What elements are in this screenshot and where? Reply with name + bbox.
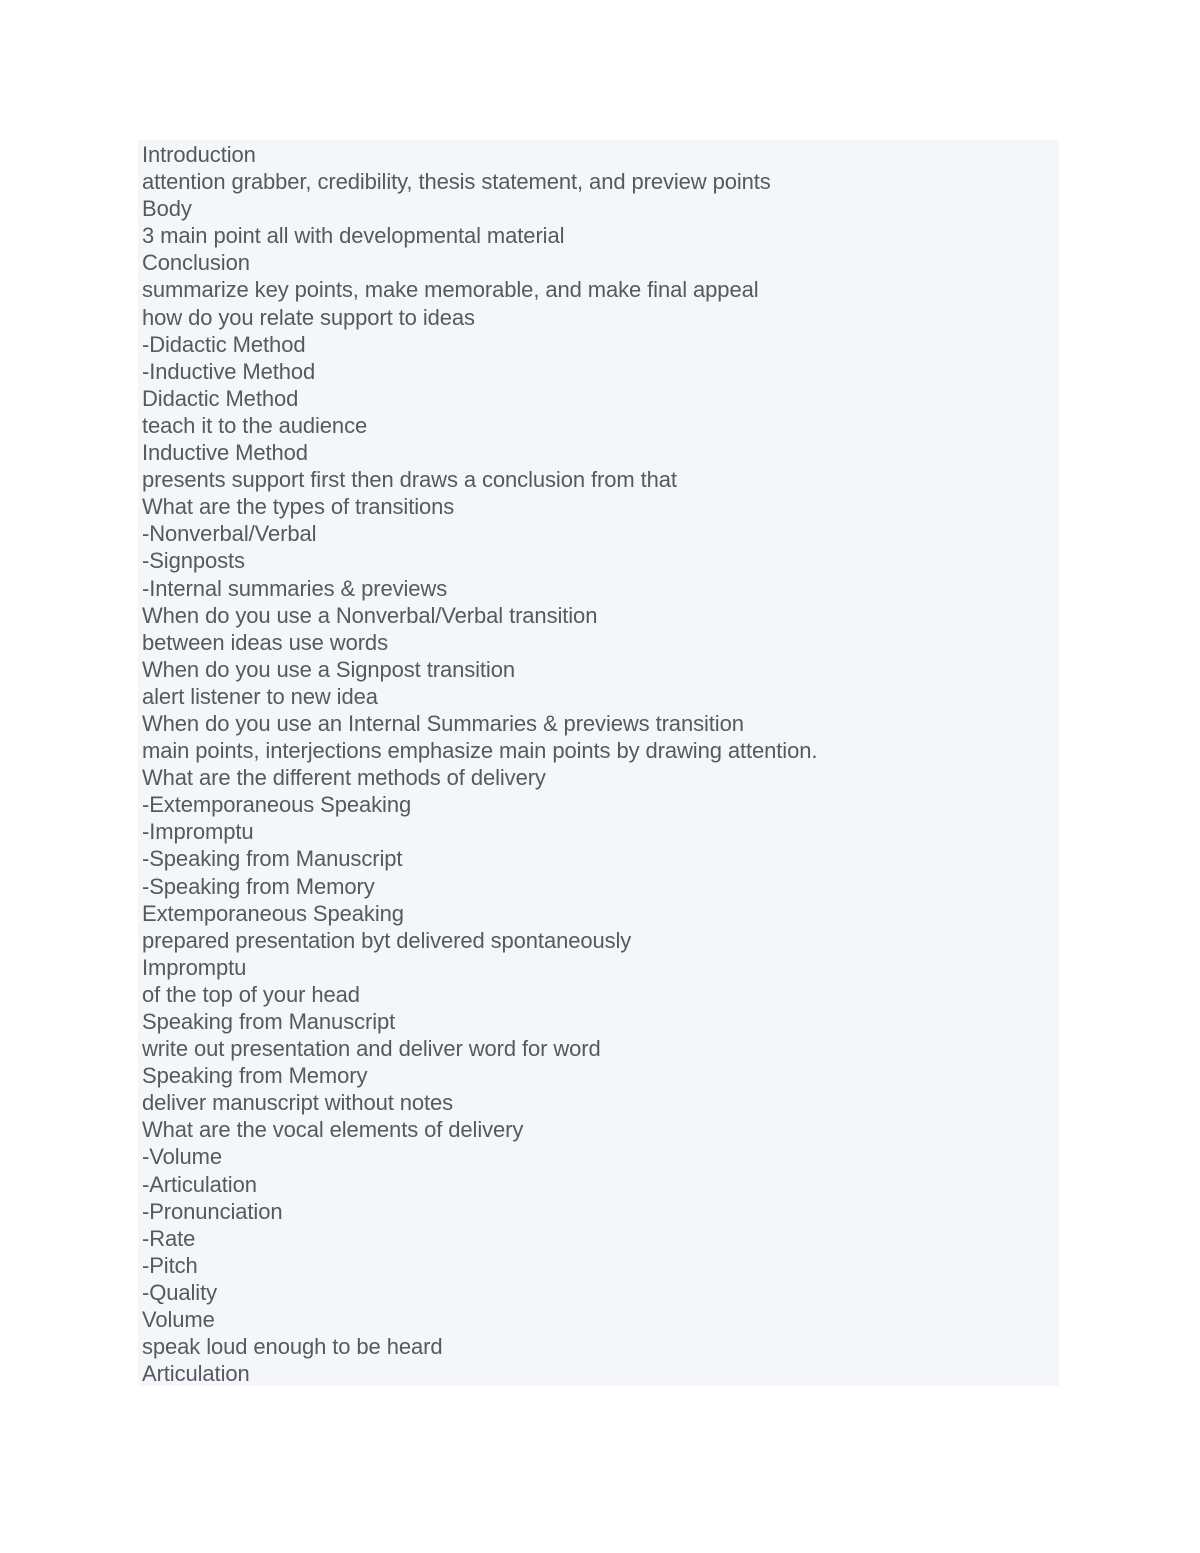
text-line: -Impromptu [142, 819, 254, 845]
text-line: alert listener to new idea [142, 683, 378, 709]
text-line: presents support first then draws a conclusion from that [142, 467, 677, 493]
text-line: Speaking from Memory [142, 1063, 368, 1089]
text-line: -Nonverbal/Verbal [142, 521, 317, 547]
text-line: -Quality [142, 1279, 217, 1305]
text-line: -Pronunciation [142, 1198, 283, 1224]
text-line: write out presentation and deliver word for word [142, 1036, 601, 1062]
text-line: -Rate [142, 1225, 196, 1251]
text-line: prepared presentation byt delivered spontaneously [142, 927, 632, 953]
text-line: Extemporaneous Speaking [142, 900, 404, 926]
text-line: -Didactic Method [142, 331, 306, 357]
text-line: between ideas use words [142, 629, 388, 655]
text-line: What are the vocal elements of delivery [142, 1117, 524, 1143]
text-line: summarize key points, make memorable, and make final appeal [142, 277, 759, 303]
text-line: -Speaking from Manuscript [142, 846, 403, 872]
text-line: -Signposts [142, 548, 245, 574]
text-line: Didactic Method [142, 385, 299, 411]
text-line: teach it to the audience [142, 412, 368, 438]
text-line: Speaking from Manuscript [142, 1009, 396, 1034]
text-line: -Speaking from Memory [142, 873, 375, 899]
text-line: When do you use a Signpost transition [142, 656, 515, 682]
text-line: Conclusion [142, 250, 250, 276]
text-line: -Pitch [142, 1252, 198, 1278]
text-line: -Volume [142, 1144, 223, 1170]
text-line: -Internal summaries & previews [142, 575, 448, 601]
text-line: Articulation [142, 1361, 250, 1387]
document-lines [142, 141, 817, 1387]
text-line: main points, interjections emphasize main points by drawing attention. [142, 738, 818, 764]
text-line: What are the types of transitions [142, 494, 455, 520]
text-line: -Articulation [142, 1171, 257, 1197]
text-line: When do you use an Internal Summaries & previews transition [142, 710, 744, 736]
text-line: of the top of your head [142, 981, 360, 1007]
text-line: Inductive Method [142, 440, 308, 466]
text-line: speak loud enough to be heard [142, 1334, 443, 1360]
document-text-block [138, 140, 1059, 1386]
text-line: Body [142, 196, 192, 222]
text-line: Introduction [142, 142, 256, 167]
text-line: attention grabber, credibility, thesis statement, and preview points [142, 169, 771, 195]
text-line: Impromptu [142, 954, 247, 980]
text-line: 3 main point all with developmental material [142, 223, 565, 249]
text-line: -Inductive Method [142, 358, 316, 384]
text-line: deliver manuscript without notes [142, 1090, 454, 1116]
text-line: When do you use a Nonverbal/Verbal transition [142, 602, 598, 628]
text-line: What are the different methods of delivery [142, 765, 546, 791]
text-line: how do you relate support to ideas [142, 304, 475, 330]
text-line: Volume [142, 1307, 215, 1333]
text-line: -Extemporaneous Speaking [142, 792, 412, 818]
